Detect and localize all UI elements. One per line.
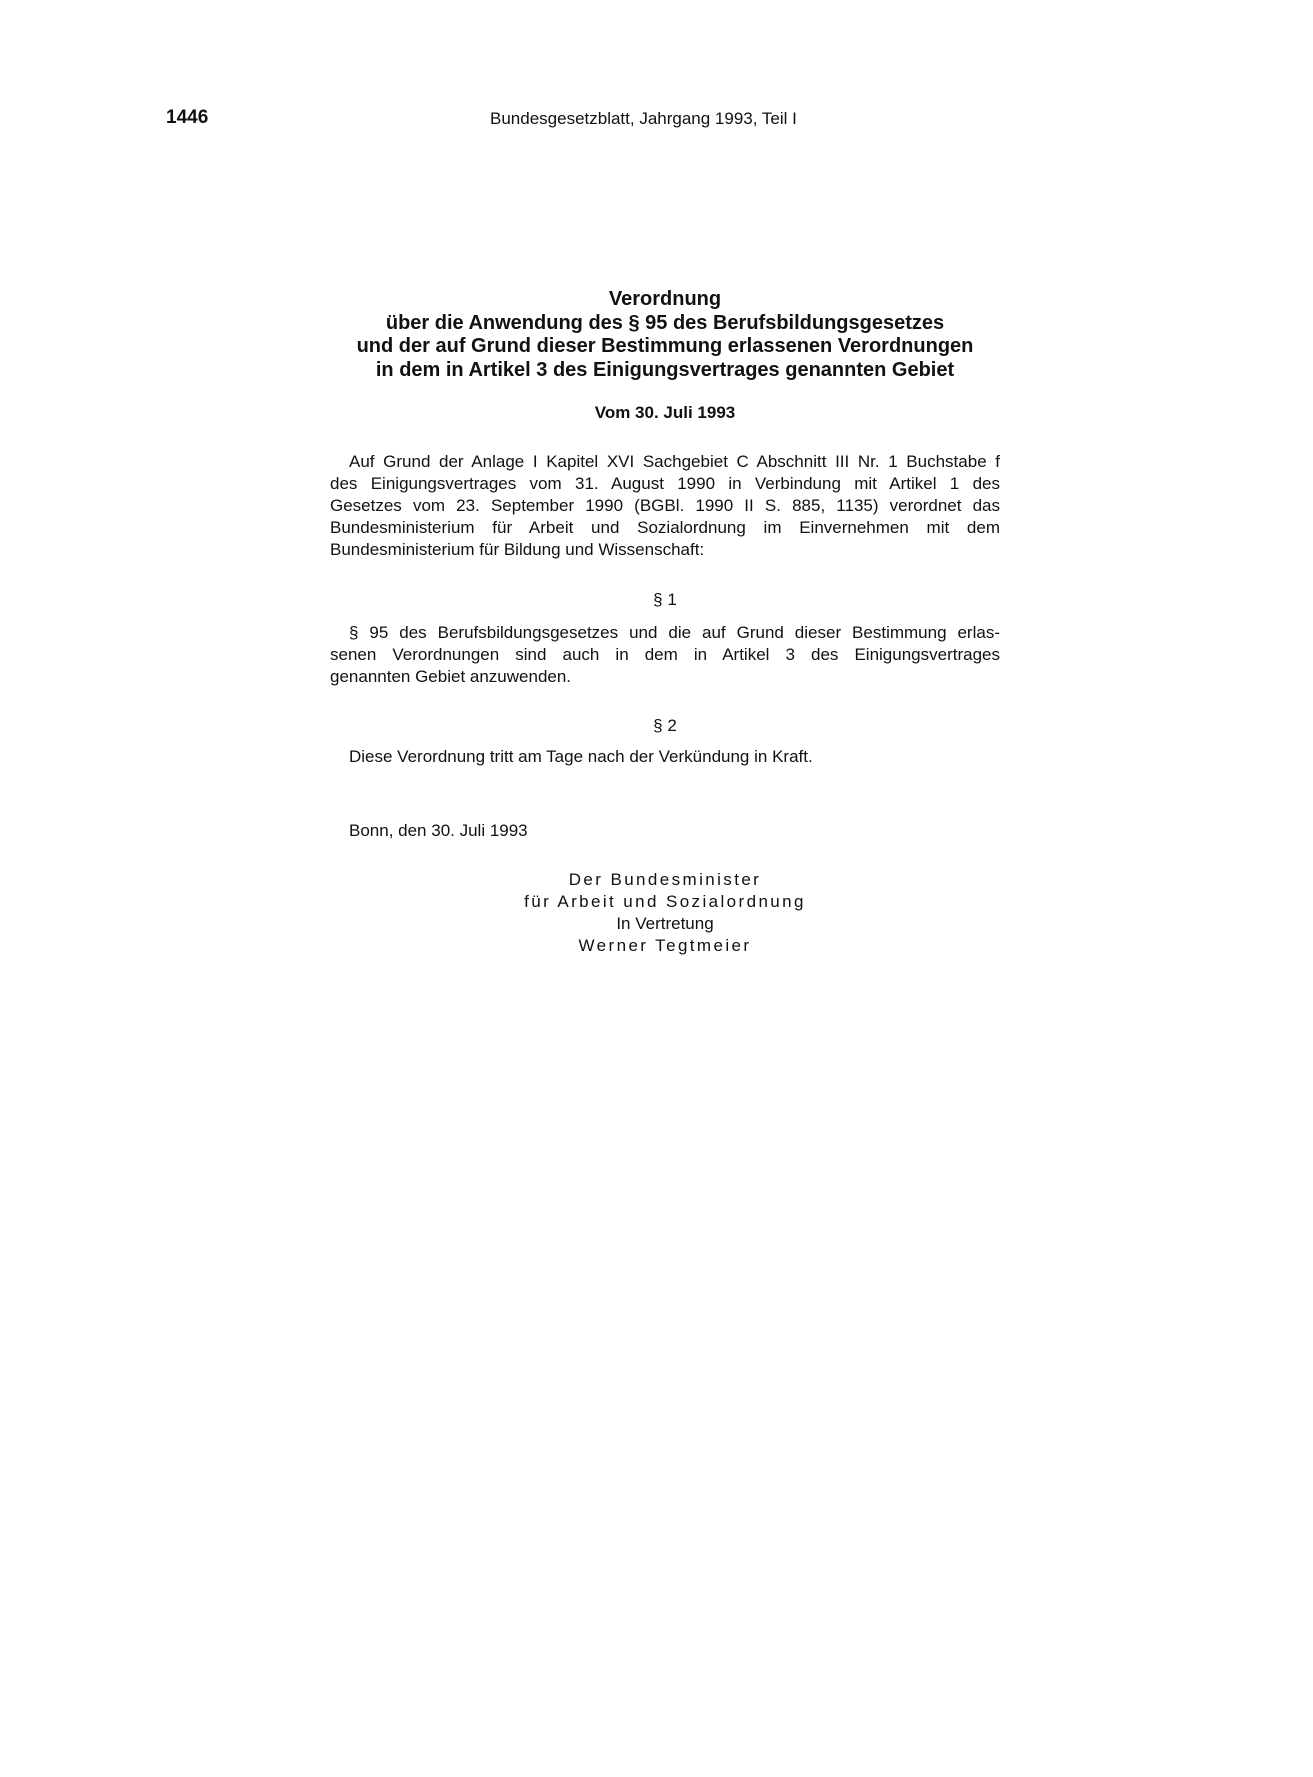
title-line: über die Anwendung des § 95 des Berufsbildungsgesetzes	[385, 311, 945, 334]
section-line: genannten Gebiet anzuwenden.	[330, 667, 572, 686]
section-line: senen Verordnungen sind auch in dem in Artikel 3 des Einigungsvertrages	[330, 645, 1000, 664]
title-line: Verordnung	[608, 288, 722, 310]
signature-line: Der Bundesminister	[568, 870, 762, 889]
signature-line: In Vertretung	[616, 914, 714, 933]
preamble-line: Auf Grund der Anlage I Kapitel XVI Sachgebiet C Abschnitt III Nr. 1 Buchstabe f	[349, 452, 1000, 471]
signature-line: Werner Tegtmeier	[578, 936, 752, 955]
section-heading: § 2	[653, 716, 677, 735]
title-line: in dem in Artikel 3 des Einigungsvertrages genannten Gebiet	[375, 358, 955, 381]
signature-line: für Arbeit und Sozialordnung	[524, 892, 806, 911]
section-line: Diese Verordnung tritt am Tage nach der Verkündung in Kraft.	[349, 747, 813, 766]
section-line: § 95 des Berufsbildungsgesetzes und die auf Grund dieser Bestimmung erlas-	[349, 623, 1000, 642]
title-line: und der auf Grund dieser Bestimmung erlassenen Verordnungen	[356, 335, 974, 357]
place-date: Bonn, den 30. Juli 1993	[349, 821, 528, 840]
preamble-line: des Einigungsvertrages vom 31. August 1990 in Verbindung mit Artikel 1 des	[330, 474, 1000, 493]
document-date: Vom 30. Juli 1993	[594, 403, 736, 422]
document-title	[330, 288, 1000, 382]
preamble-line: Bundesministerium für Bildung und Wissenschaft:	[330, 540, 705, 559]
preamble-line: Gesetzes vom 23. September 1990 (BGBl. 1990 II S. 885, 1135) verordnet das	[330, 496, 1000, 515]
preamble-line: Bundesministerium für Arbeit und Sozialordnung im Einvernehmen mit dem	[330, 518, 1000, 537]
page-number: 1446	[166, 107, 209, 128]
running-header: Bundesgesetzblatt, Jahrgang 1993, Teil I	[490, 109, 797, 128]
section-heading: § 1	[653, 590, 677, 609]
